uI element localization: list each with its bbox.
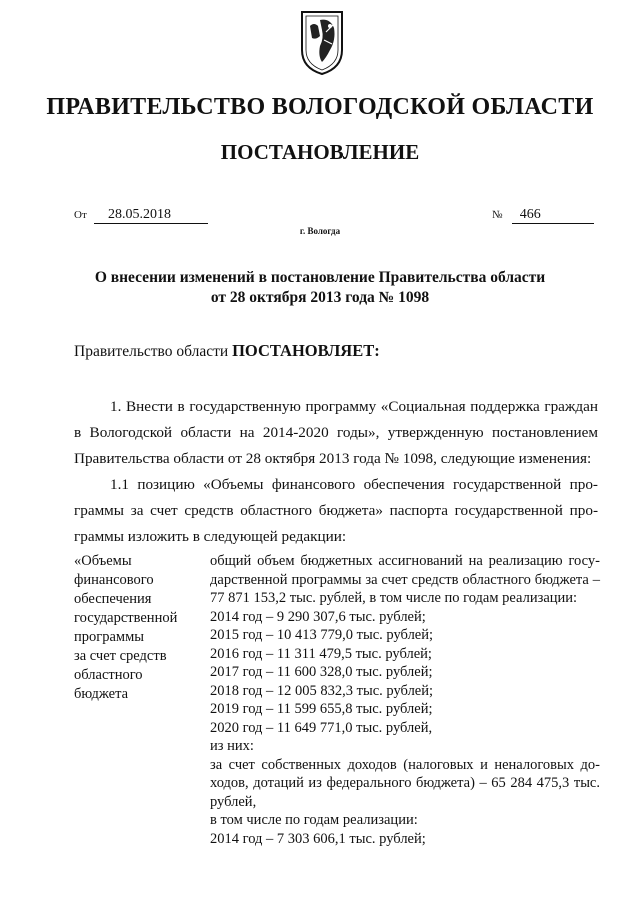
paragraph-1-1: 1.1 позицию «Объемы финансового обеспечения государственной про-граммы за счет средств областного бюджета» паспорта государственной про-граммы изложить в следующей редакции: [74, 476, 598, 545]
number-prefix: № [492, 209, 503, 221]
year-line: 2015 год – 10 413 779,0 тыс. рублей; [210, 627, 434, 643]
label-line: обеспечения [74, 591, 152, 607]
position-content [210, 552, 600, 848]
city: г. Вологда [299, 226, 341, 236]
own-income: за счет собственных доходов (налоговых и неналоговых до-ходов, дотаций из федерального бюджета) – 65 284 475,3 тыс. рублей, [210, 756, 600, 810]
paragraph-1: 1. Внести в государственную программу «Социальная поддержка граждан в Вологодской области на 2014-2020 годы», утвержденную постановлением Правительства области от 28 октября 2013 года № 1098, следующие изменения: [74, 398, 598, 467]
label-line: «Объемы [74, 553, 132, 569]
label-line: государственной [74, 610, 178, 626]
year-line: 2018 год – 12 005 832,3 тыс. рублей; [210, 682, 434, 699]
of-them-label: из них: [210, 738, 254, 754]
label-line: областного [74, 667, 143, 683]
decree-lead: Правительство области [74, 343, 229, 360]
date-prefix: От [74, 209, 87, 221]
subject-line-1: О внесении изменений в постановление Правительства области [94, 269, 546, 286]
label-line: бюджета [74, 686, 129, 702]
document-date: 28.05.2018 [94, 207, 208, 224]
number-row [492, 206, 594, 224]
by-years-label: в том числе по годам реализации: [210, 812, 418, 828]
total-funding: общий объем бюджетных ассигнований на реализацию госу-дарственной программы за счет средств областного бюджета – 77 871 153,2 тыс. рублей, в том числе по годам реализации: [210, 553, 600, 606]
year-line: 2020 год – 11 649 771,0 тыс. рублей, [210, 719, 433, 736]
document-type: ПОСТАНОВЛЕНИЕ [220, 140, 420, 164]
decree-keyword: ПОСТАНОВЛЯЕТ: [232, 341, 380, 360]
label-line: финансового [74, 572, 154, 588]
year-line: 2016 год – 11 311 479,5 тыс. рублей; [210, 645, 432, 662]
year-line: 2017 год – 11 600 328,0 тыс. рублей; [210, 664, 433, 680]
decree-line [74, 341, 380, 361]
own-year-line: 2014 год – 7 303 606,1 тыс. рублей; [210, 830, 426, 847]
label-line: программы [74, 629, 144, 645]
date-row [74, 206, 208, 224]
document-subject [0, 268, 640, 308]
year-line: 2019 год – 11 599 655,8 тыс. рублей; [210, 701, 433, 717]
position-label [74, 552, 204, 704]
coat-of-arms-icon [300, 10, 344, 76]
document-number: 466 [512, 207, 594, 224]
label-line: за счет средств [74, 648, 167, 664]
government-title: ПРАВИТЕЛЬСТВО ВОЛОГОДСКОЙ ОБЛАСТИ [46, 94, 594, 120]
year-line: 2014 год – 9 290 307,6 тыс. рублей; [210, 608, 426, 625]
subject-line-2: от 28 октября 2013 года № 1098 [210, 289, 430, 306]
